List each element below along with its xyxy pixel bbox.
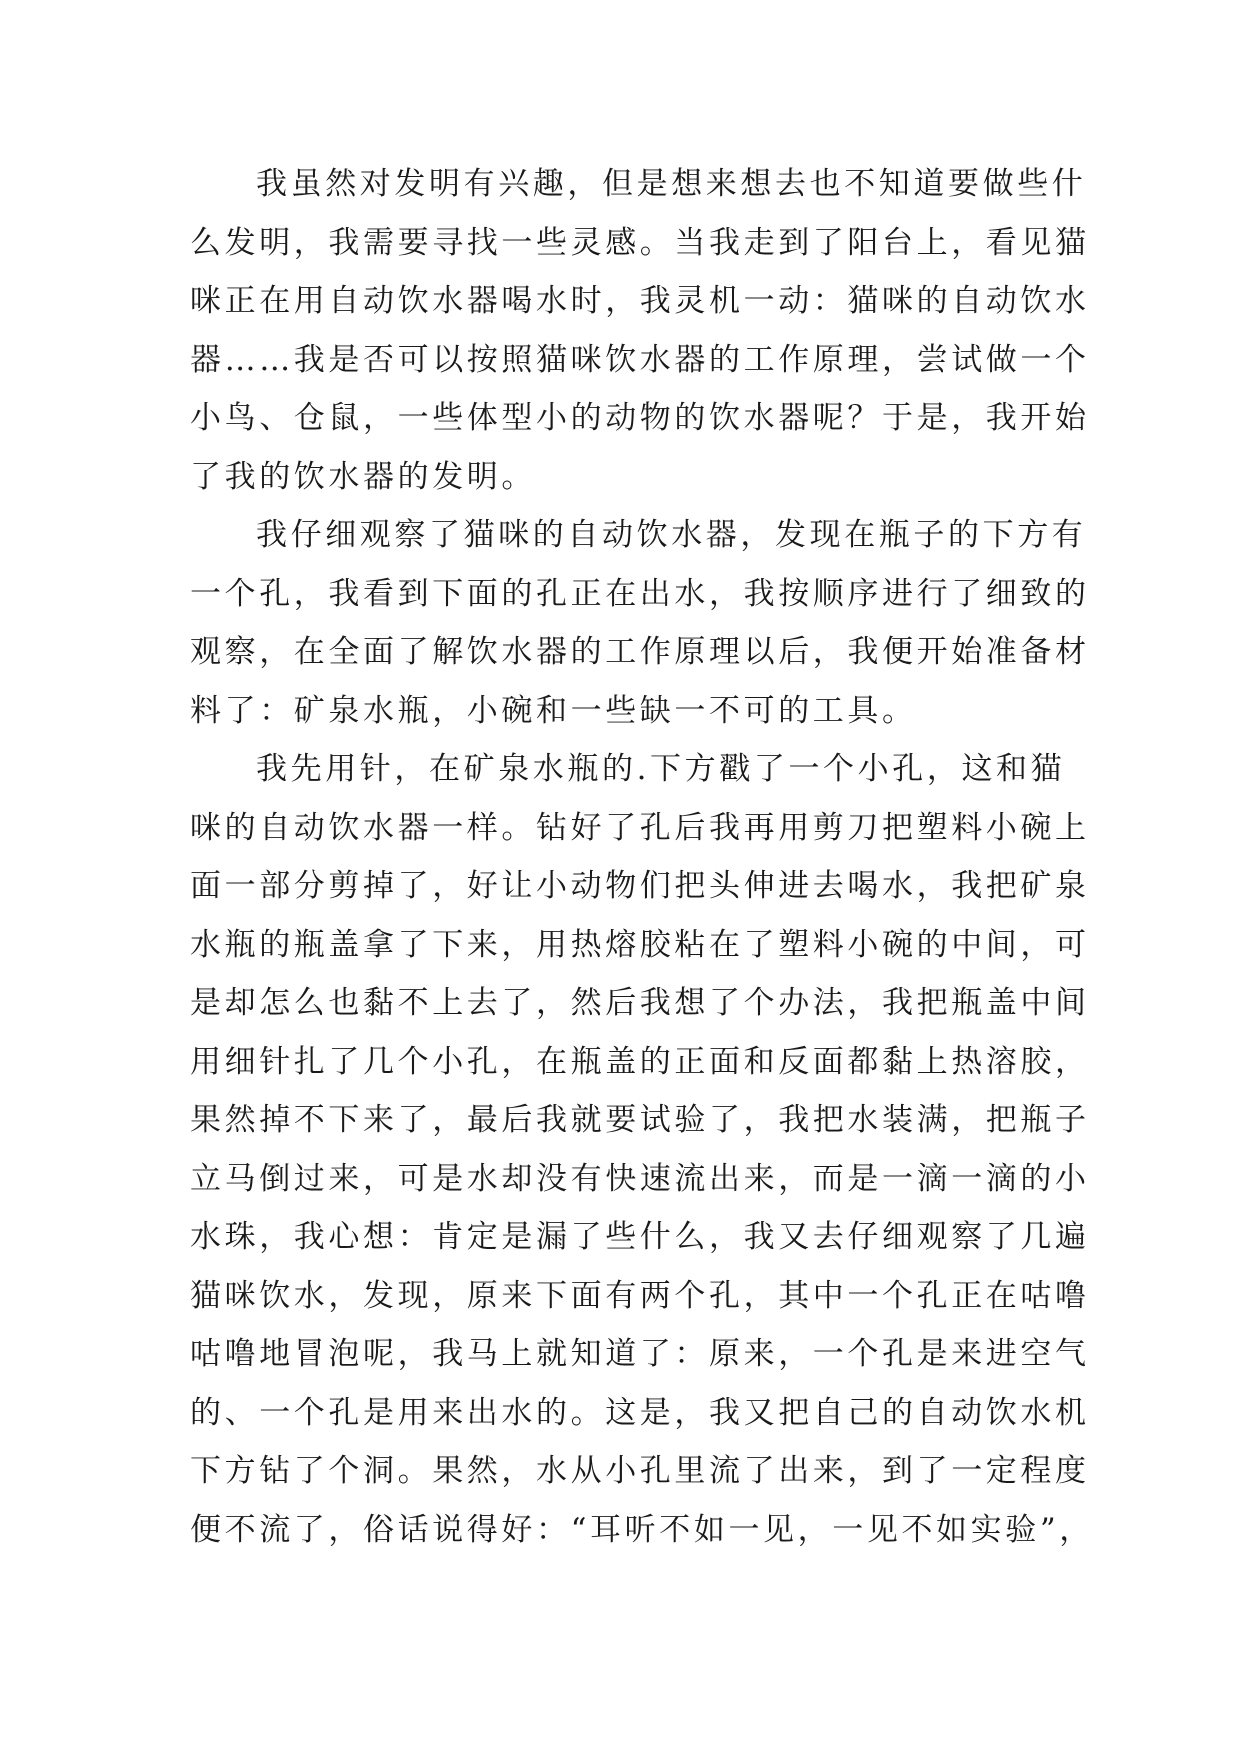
text-line: 么发明，我需要寻找一些灵感。当我走到了阳台上，看见猫 <box>190 224 1090 261</box>
essay-body <box>190 155 1094 1559</box>
text-line: 面一部分剪掉了，好让小动物们把头伸进去喝水，我把矿泉 <box>190 868 1090 904</box>
text-line: 一个孔，我看到下面的孔正在出水，我按顺序进行了细致的 <box>190 575 1090 612</box>
text-line: 水瓶的瓶盖拿了下来，用热熔胶粘在了塑料小碗的中间，可 <box>190 926 1090 963</box>
text-line: 料了：矿泉水瓶，小碗和一些缺一不可的工具。 <box>190 692 917 729</box>
text-line: 水珠，我心想：肯定是漏了些什么，我又去仔细观察了几遍 <box>190 1219 1090 1255</box>
text-line: 便不流了，俗话说得好：“耳听不如一见，一见不如实验”， <box>190 1511 1094 1548</box>
text-line: 了我的饮水器的发明。 <box>190 458 536 495</box>
text-line: 咪的自动饮水器一样。钻好了孔后我再用剪刀把塑料小碗上 <box>190 809 1090 846</box>
text-line: 用细针扎了几个小孔，在瓶盖的正面和反面都黏上热溶胶， <box>190 1043 1090 1080</box>
text-line: 我先用针，在矿泉水瓶的.下方戳了一个小孔，这和猫 <box>256 751 1066 787</box>
text-line: 我虽然对发明有兴趣，但是想来想去也不知道要做些什 <box>256 166 1087 202</box>
paragraph-2 <box>190 506 1090 740</box>
text-line: 小鸟、仓鼠，一些体型小的动物的饮水器呢？于是，我开始 <box>190 400 1090 436</box>
text-line: 观察，在全面了解饮水器的工作原理以后，我便开始准备材 <box>190 634 1090 670</box>
text-line: 是却怎么也黏不上去了，然后我想了个办法，我把瓶盖中间 <box>190 985 1090 1021</box>
text-line: 咕噜地冒泡呢，我马上就知道了：原来，一个孔是来进空气 <box>190 1336 1090 1372</box>
paragraph-3 <box>190 740 1094 1559</box>
text-line: 咪正在用自动饮水器喝水时，我灵机一动：猫咪的自动饮水 <box>190 283 1090 319</box>
text-line: 下方钻了个洞。果然，水从小孔里流了出来，到了一定程度 <box>190 1453 1090 1489</box>
text-line: 猫咪饮水，发现，原来下面有两个孔，其中一个孔正在咕噜 <box>190 1277 1090 1314</box>
text-line: 的、一个孔是用来出水的。这是，我又把自己的自动饮水机 <box>190 1394 1090 1431</box>
text-line: 立马倒过来，可是水却没有快速流出来，而是一滴一滴的小 <box>190 1160 1090 1197</box>
paragraph-1 <box>190 155 1090 506</box>
text-line: 果然掉不下来了，最后我就要试验了，我把水装满，把瓶子 <box>190 1102 1090 1138</box>
text-line: 我仔细观察了猫咪的自动饮水器，发现在瓶子的下方有 <box>256 517 1087 553</box>
text-line: 器……我是否可以按照猫咪饮水器的工作原理，尝试做一个 <box>190 341 1090 378</box>
